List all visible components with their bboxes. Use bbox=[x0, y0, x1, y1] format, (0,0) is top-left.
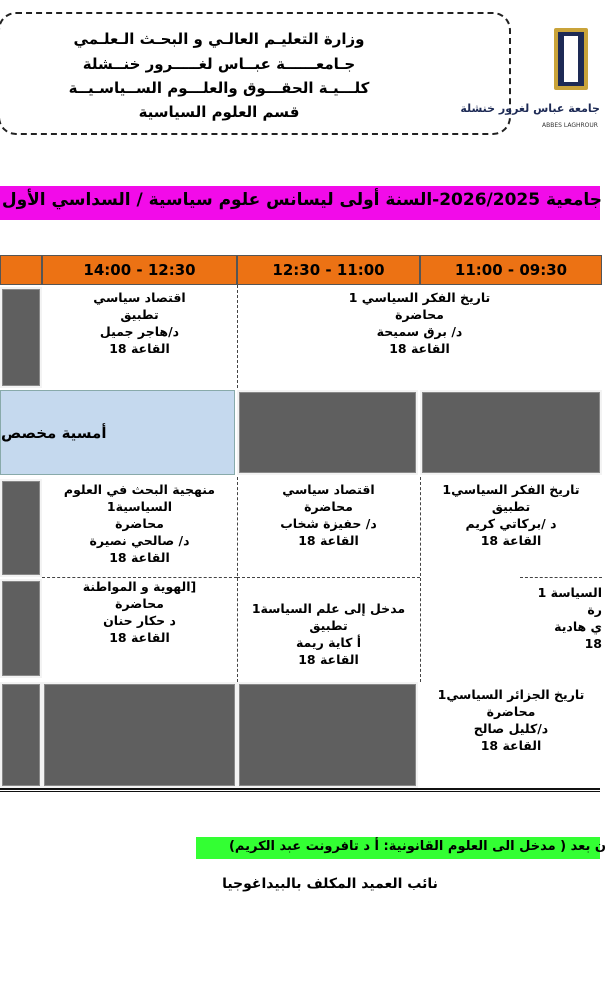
schedule-table bbox=[0, 255, 600, 795]
schedule-title: جامعية 2026/2025-السنة أولى ليسانس علوم سياسية / السداسي الأول bbox=[1, 190, 602, 210]
column-divider bbox=[237, 285, 238, 388]
course-cell: اقتصاد سياسي تطبيق د/هاجر جميل القاعة 18 bbox=[42, 289, 237, 388]
empty-slot bbox=[42, 682, 237, 788]
course-cell: تاريخ الفكر السياسي 1 محاضرة د/ برق سميحة القاعة 18 bbox=[237, 289, 602, 388]
note-text: ن بعد ( مدخل الى العلوم القانونية: أ د تافرونت عبد الكريم) bbox=[228, 839, 606, 854]
course-cell: مدخل إلى علم السياسة1 تطبيق أ كاية ريمة القاعة 18 bbox=[237, 577, 420, 680]
empty-slot bbox=[237, 390, 418, 475]
empty-slot bbox=[420, 390, 602, 475]
course-cell: [الهوية و المواطنة محاضرة د حكار حنان القاعة 18 bbox=[42, 577, 237, 680]
course-cell: اقتصاد سياسي محاضرة د/ حفيزة شخاب القاعة 18 bbox=[237, 481, 420, 577]
course-cell: منهجية البحث في العلوم السياسية1 محاضرة د/ صالحي نصيرة القاعة 18 bbox=[42, 481, 237, 577]
empty-slot bbox=[0, 479, 42, 577]
title-bar bbox=[0, 186, 600, 220]
logo-english-text: ABBES LAGHROUR bbox=[542, 122, 598, 129]
course-cell: تاريخ الفكر السياسي1 تطبيق د /بركاتي كريم القاعة 18 bbox=[420, 481, 602, 577]
signature-label: نائب العميد المكلف بالبيداغوجيا bbox=[222, 876, 438, 892]
evening-event-cell: أمسية مخصص bbox=[0, 390, 235, 475]
time-header-cell bbox=[0, 255, 42, 285]
book-icon bbox=[554, 28, 588, 90]
university-name: جـامعــــــة عبــاس لغـــــرور خنــشلة bbox=[82, 55, 356, 73]
ministry-name: وزارة التعليـم العالـي و البحـث الـعلـمي bbox=[73, 30, 365, 48]
course-cell: السياسة 1 رة ي هادية 18 bbox=[520, 577, 602, 680]
logo-arabic-text: جامعة عباس لغرور خنشلة bbox=[460, 102, 600, 115]
empty-slot bbox=[0, 579, 42, 678]
time-header-cell: 12:30 - 11:00 bbox=[237, 255, 420, 285]
time-header-cell: 14:00 - 12:30 bbox=[42, 255, 237, 285]
course-cell: تاريخ الجزائر السياسي1 محاضرة د/كليل صالح القاعة 18 bbox=[420, 682, 602, 788]
university-logo bbox=[460, 22, 600, 138]
distance-learning-note bbox=[196, 837, 606, 859]
empty-slot bbox=[0, 682, 42, 788]
department-name: قسم العلوم السياسية bbox=[138, 103, 300, 121]
table-bottom-border bbox=[0, 788, 600, 792]
header-box bbox=[0, 12, 511, 135]
empty-slot bbox=[0, 287, 42, 388]
empty-slot bbox=[237, 682, 418, 788]
column-divider bbox=[420, 477, 421, 682]
column-divider bbox=[237, 477, 238, 682]
time-header-cell: 11:00 - 09:30 bbox=[420, 255, 602, 285]
faculty-name: كلـــيـة الحقـــوق والعلـــوم الســياسـيــة bbox=[68, 79, 370, 97]
